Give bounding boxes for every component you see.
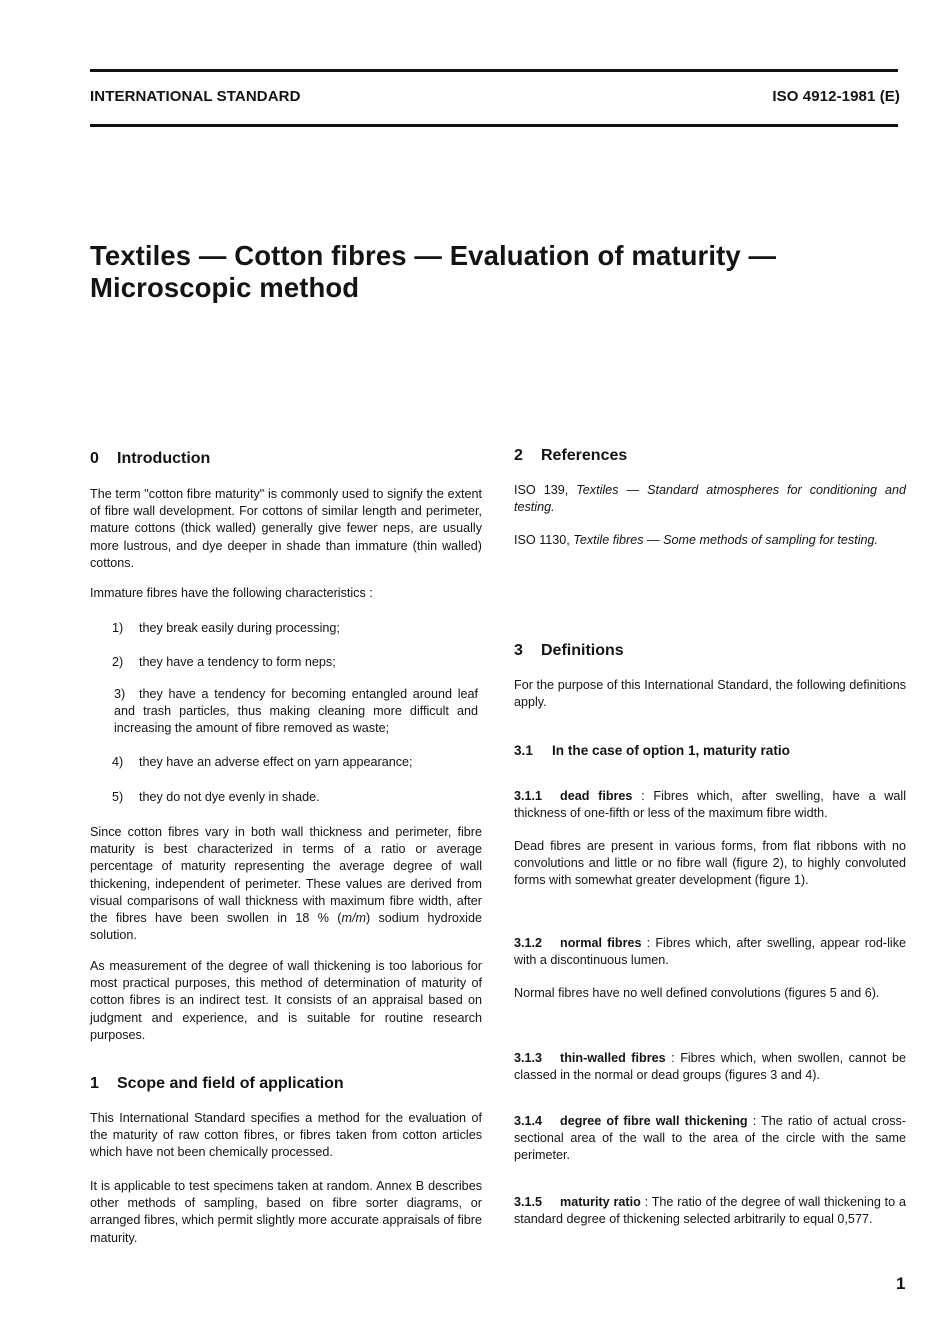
definitions-intro: For the purpose of this International Standard, the following definitions apply. [514,678,906,710]
normal-fibres-note: Normal fibres have no well defined convolutions (figures 5 and 6). [514,986,880,1000]
dead-fibres-note: Dead fibres are present in various forms, from flat ribbons with no convolutions and little or no fibre wall (figure 2), to highly convoluted forms with somewhat greater development (figure 1). [514,839,906,888]
reference-item: ISO 139, Textiles — Standard atmospheres for conditioning and testing. [514,483,906,515]
reference-item: ISO 1130, Textile fibres — Some methods of sampling for testing. [514,533,879,547]
page-number: 1 [896,1274,906,1293]
header-bottom-rule [90,124,898,127]
section-heading: 1 Scope and field of application [90,1075,344,1092]
section-heading: 3 Definitions [514,642,624,659]
definition-item: 3.1.5 maturity ratio : The ratio of the degree of wall thickening to a standard degree of thickening selected arbitrarily to equal 0,577. [514,1195,906,1227]
scope-paragraph-2: It is applicable to test specimens taken at random. Annex B describes other methods of sampling, based on fibre sorter diagrams, or arranged fibres, which permit slightly more accurate appraisals of fibre maturity. [90,1179,482,1245]
section-introduction [90,449,482,469]
list-item: 1) they break easily during processing; [112,621,340,635]
section-heading: 0 Introduction [90,450,211,467]
intro-paragraph-3: Since cotton fibres vary in both wall thickness and perimeter, fibre maturity is best characterized in terms of a ratio or average percentage of maturity representing the average degree of wall thickening, independent of perimeter. These values are derived from visual comparisons of wall thickness with maximum fibre width, after the fibres have been swollen in 18 % (m/m) sodium hydroxide solution. [90,825,482,943]
standard-number: ISO 4912-1981 (E) [772,88,900,105]
list-item: 4) they have an adverse effect on yarn appearance; [112,755,413,769]
title-line-1: Textiles — Cotton fibres — Evaluation of maturity — [90,240,777,271]
scope-paragraph-1: This International Standard specifies a method for the evaluation of the maturity of raw cotton fibres, or fibres taken from cotton articles which have not been chemically processed. [90,1111,482,1160]
list-item: 5) they do not dye evenly in shade. [112,790,320,804]
document-type: INTERNATIONAL STANDARD [90,88,301,105]
definition-item: 3.1.1 dead fibres : Fibres which, after swelling, have a wall thickness of one-fifth or less of the maximum fibre width. [514,789,907,821]
list-item: 3) they have a tendency for becoming entangled around leaf and trash particles, thus making cleaning more difficult and increasing the amount of fibre removed as waste; [114,687,478,736]
header-top-rule [90,69,898,72]
definition-item: 3.1.2 normal fibres : Fibres which, after swelling, appear rod-like with a discontinuous lumen. [514,936,907,968]
intro-paragraph-2: Immature fibres have the following characteristics : [90,586,373,600]
section-heading: 2 References [514,447,628,464]
definition-item: 3.1.3 thin-walled fibres : Fibres which, when swollen, cannot be classed in the normal or dead groups (figures 3 and 4). [514,1051,906,1083]
intro-paragraph-4: As measurement of the degree of wall thickening is too laborious for most practical purposes, this method of determination of maturity of cotton fibres is an indirect test. It consists of an appraisal based on judgment and experience, and is suitable for routine research purposes. [90,959,482,1042]
intro-paragraph-1: The term "cotton fibre maturity" is commonly used to signify the extent of fibre wall development. For cottons of similar length and perimeter, mature cottons (thick walled) generally give fewer neps, are usually more lustrous, and dye deeper in shade than immature (thin walled) cottons. [90,487,482,570]
definition-item: 3.1.4 degree of fibre wall thickening : The ratio of actual cross-sectional area of the wall to the area of the circle with the same perimeter. [514,1114,906,1163]
list-item: 2) they have a tendency to form neps; [112,655,336,669]
subsection-heading: 3.1 In the case of option 1, maturity ratio [514,743,790,758]
title-line-2: Microscopic method [90,272,360,303]
document-title [90,240,870,304]
